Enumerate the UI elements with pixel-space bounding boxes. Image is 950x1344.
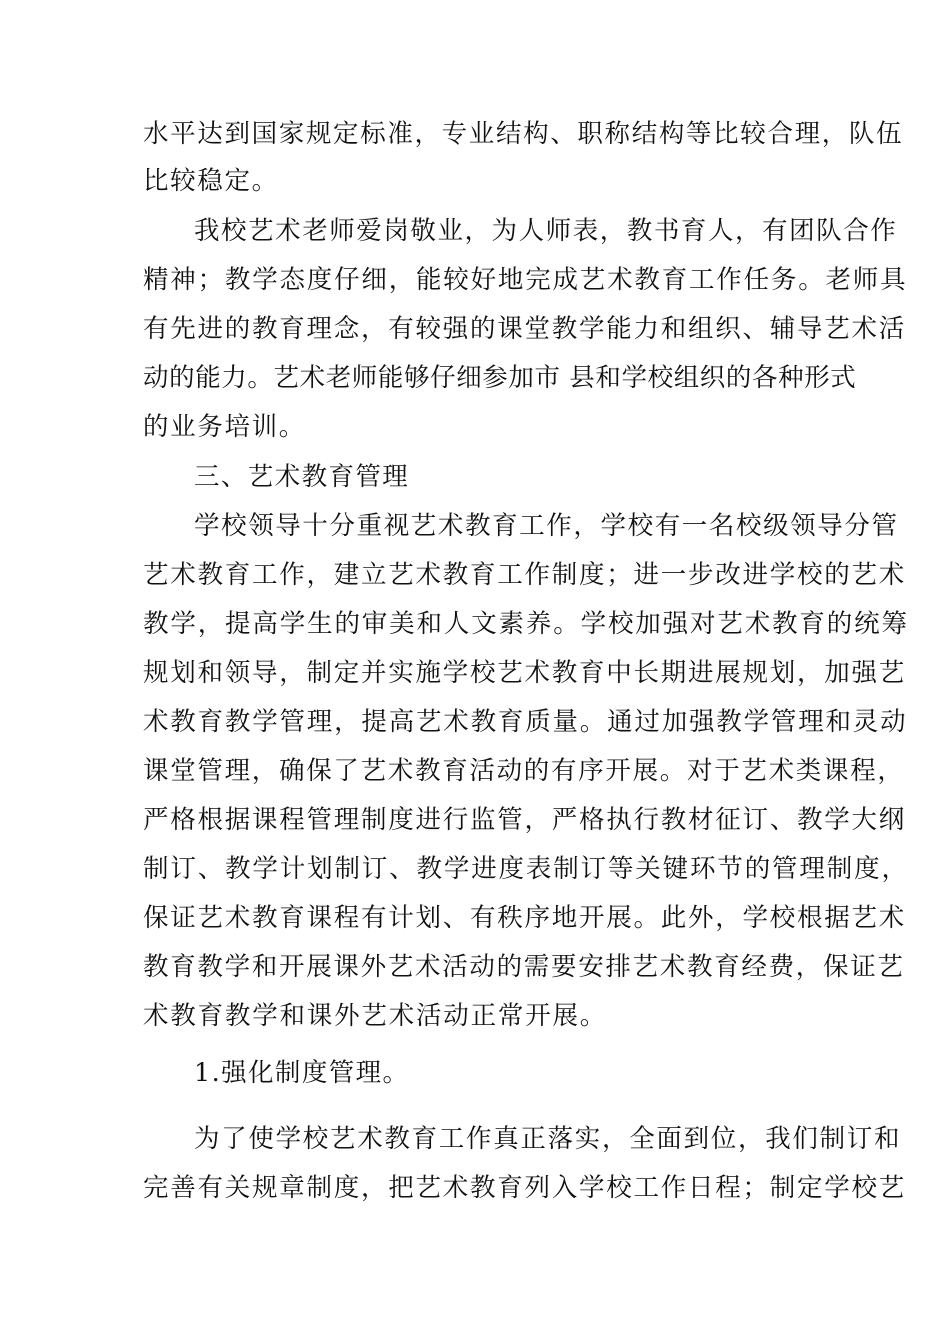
section-heading: 三、艺术教育管理 xyxy=(194,462,410,492)
paragraph-line: 教学，提高学生的审美和人文素养。学校加强对艺术教育的统筹 xyxy=(143,609,909,639)
paragraph-line: 课堂管理，确保了艺术教育活动的有序开展。对于艺术类课程， xyxy=(143,756,905,786)
paragraph-line: 比较稳定。 xyxy=(143,166,279,196)
paragraph-line: 我校艺术老师爱岗敬业，为人师表，教书育人，有团队合作 xyxy=(194,216,898,246)
paragraph-line: 术教育教学和课外艺术活动正常开展。 xyxy=(143,1001,608,1031)
paragraph-line: 术教育教学管理，提高艺术教育质量。通过加强教学管理和灵动 xyxy=(143,707,908,737)
paragraph-line: 制订、教学计划制订、教学进度表制订等关键环节的管理制度， xyxy=(143,854,909,884)
paragraph-line: 水平达到国家规定标准，专业结构、职称结构等比较合理，队伍 xyxy=(143,119,904,149)
paragraph-line: 的业务培训。 xyxy=(143,412,306,442)
paragraph-line: 动的能力。艺术老师能够仔细参加市 县和学校组织的各种形式 xyxy=(143,363,857,393)
paragraph-line: 教育教学和开展课外艺术活动的需要安排艺术教育经费，保证艺 xyxy=(143,952,905,982)
paragraph-line: 严格根据课程管理制度进行监管，严格执行教材征订、教学大纲 xyxy=(143,805,907,835)
paragraph-line: 保证艺术教育课程有计划、有秩序地开展。此外，学校根据艺术 xyxy=(143,903,907,933)
paragraph-line: 完善有关规章制度，把艺术教育列入学校工作日程；制定学校艺 xyxy=(143,1173,907,1203)
paragraph-line: 规划和领导，制定并实施学校艺术教育中长期进展规划，加强艺 xyxy=(143,658,907,688)
subsection-heading: 1.强化制度管理。 xyxy=(194,1058,410,1088)
paragraph-line: 学校领导十分重视艺术教育工作，学校有一名校级领导分管 xyxy=(194,511,899,541)
paragraph-line: 精神；教学态度仔细，能较好地完成艺术教育工作任务。老师具 xyxy=(143,265,908,295)
paragraph-line: 有先进的教育理念，有较强的课堂教学能力和组织、辅导艺术活 xyxy=(143,314,907,344)
paragraph-line: 为了使学校艺术教育工作真正落实，全面到位，我们制订和 xyxy=(194,1124,902,1154)
paragraph-line: 艺术教育工作，建立艺术教育工作制度；进一步改进学校的艺术 xyxy=(143,560,907,590)
